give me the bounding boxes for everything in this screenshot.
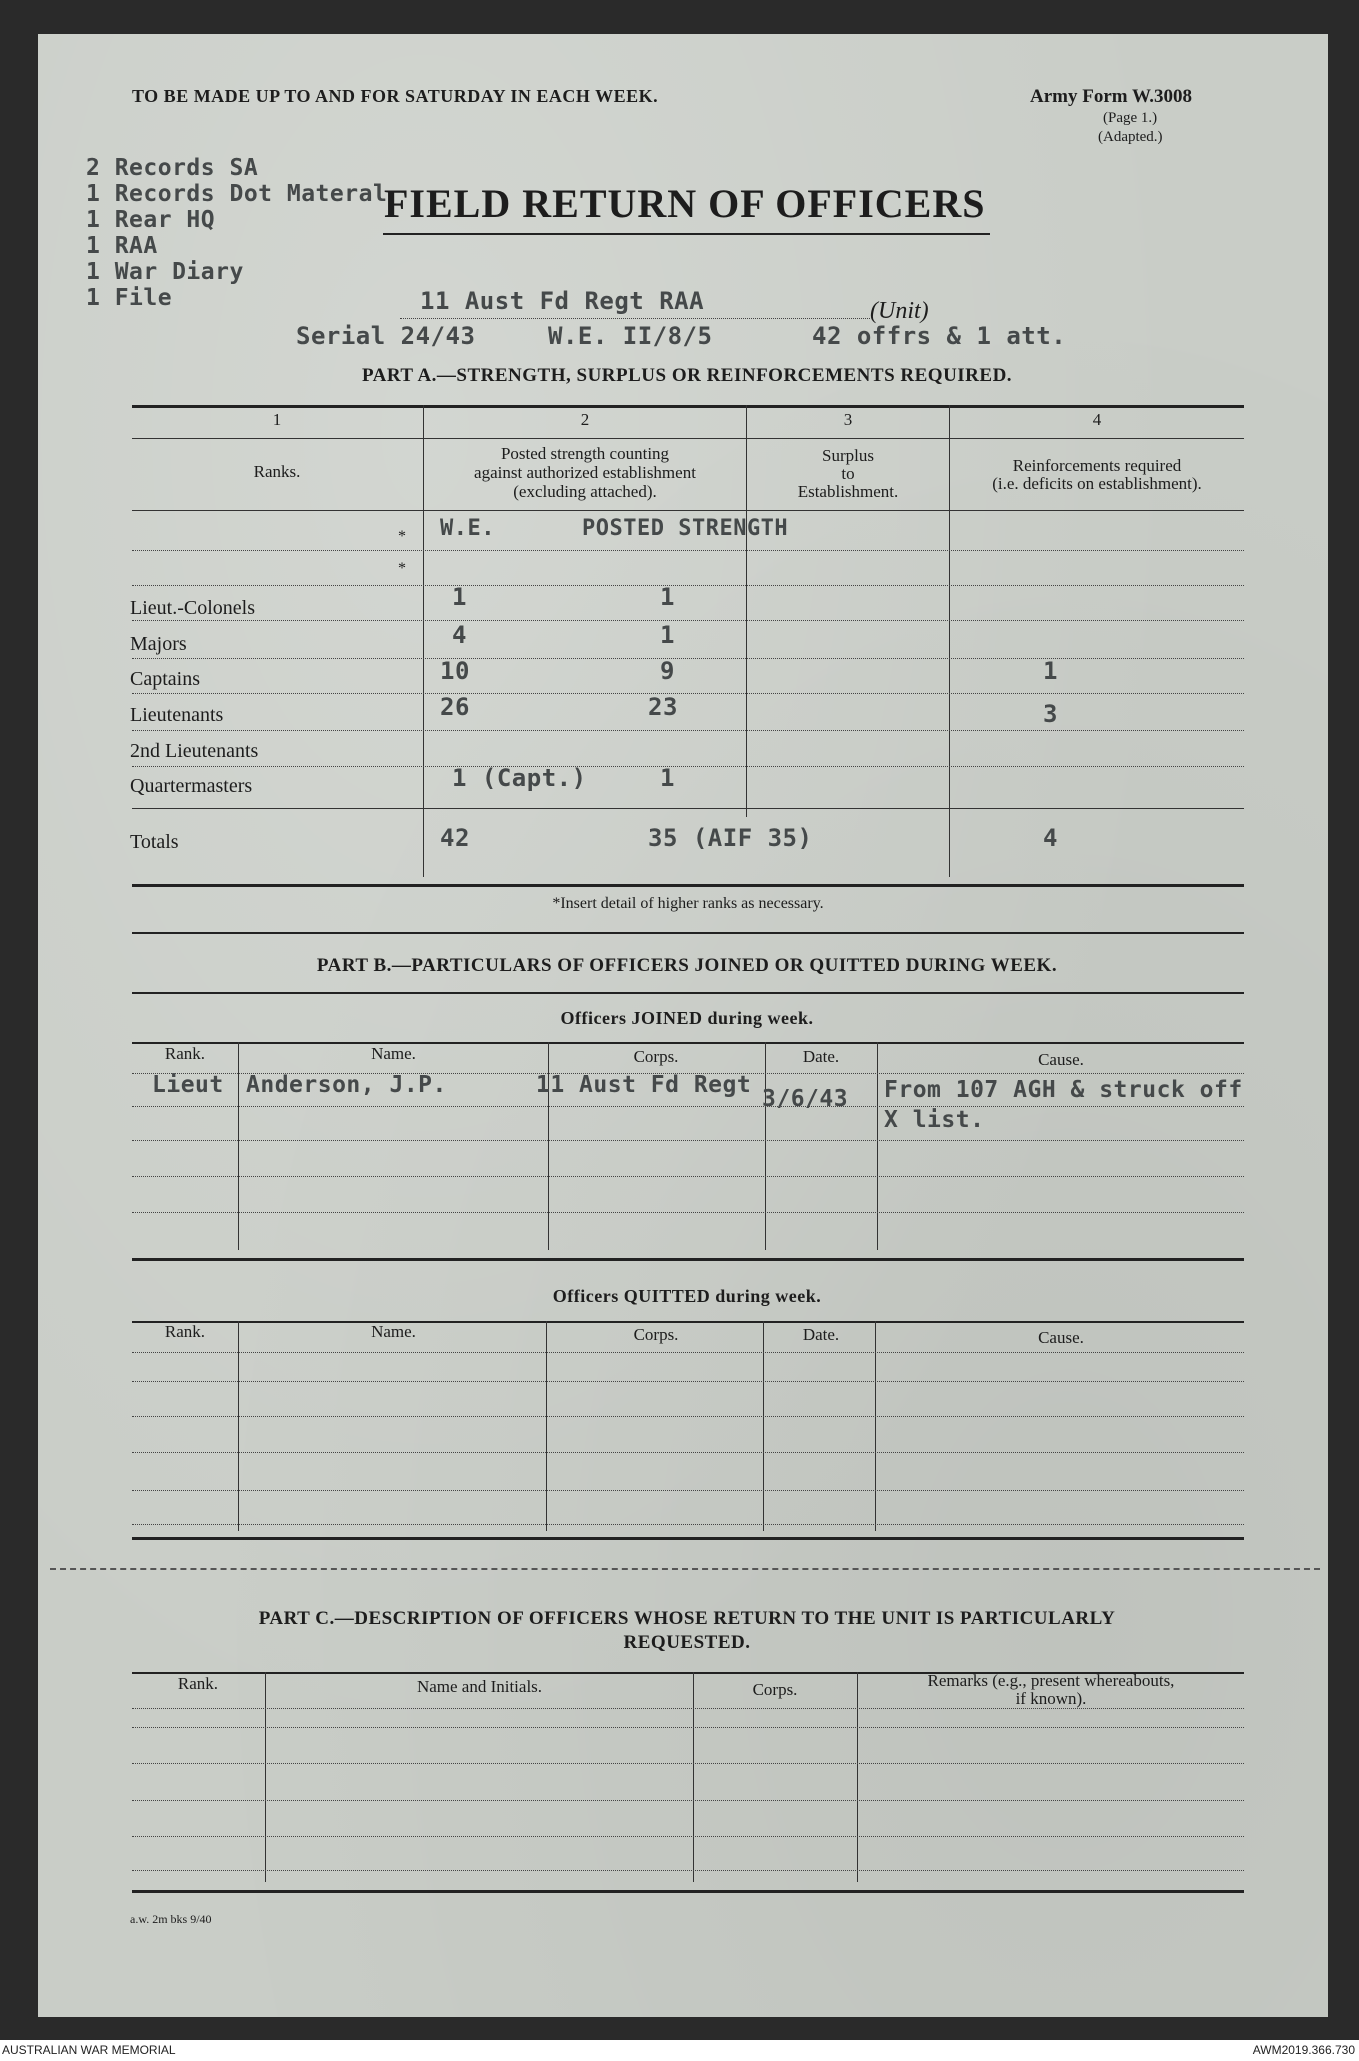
row-rule [132,550,1244,551]
posted-value: 9 [660,657,675,685]
we-value: 10 [440,657,470,685]
joined-cause: From 107 AGH & struck off [884,1077,1243,1103]
rank-row: 2nd Lieutenants [130,740,259,762]
col-number-2: 2 [580,410,590,429]
part-a-footnote: *Insert detail of higher ranks as necessary. [552,895,824,912]
part-a-col-divider [949,405,950,877]
perforation-line [50,1568,1320,1570]
joined-name: Anderson, J.P. [246,1072,447,1098]
ranks-header: Ranks. [253,462,301,481]
unit-name: 11 Aust Fd Regt RAA [420,287,705,315]
row-rule [132,766,1244,767]
posted-header-line: against authorized establishment [474,463,696,482]
part-c-col-divider [857,1672,858,1882]
quitted-col-name: Name. [371,1322,416,1341]
distribution-item: 1 RAA [86,233,158,259]
rank-row: Captains [130,668,200,690]
part-c-col-name: Name and Initials. [416,1677,543,1696]
part-c-row-rule [132,1870,1244,1871]
header-bottom-rule [132,510,1244,511]
distribution-item: 1 Records Dot Materal [86,181,388,207]
we-value: 26 [440,693,470,721]
unit-line [400,318,870,319]
posted-value: 1 [660,621,675,649]
form-number: Army Form W.3008 [1030,86,1193,107]
part-c-row-rule [132,1800,1244,1801]
quitted-col-date: Date. [802,1325,840,1344]
part-c-col-corps: Corps. [752,1680,798,1699]
part-c-row-rule [132,1708,1244,1709]
joined-col-rank: Rank. [164,1044,206,1063]
part-c-col-remarks [858,1672,1244,1708]
surplus-header-line: to [841,464,855,483]
adapted-note: (Adapted.) [1098,129,1163,145]
rank-row: Majors [130,633,187,655]
joined-rank: Lieut [152,1072,224,1098]
distribution-item: 1 Rear HQ [86,207,216,233]
quitted-bottom-rule [132,1537,1244,1540]
we-value: 1 (Capt.) [452,764,587,792]
typed-we-subheader: W.E. [440,516,495,541]
rank-row: Lieutenants [130,704,224,726]
part-c-bottom-rule [132,1890,1244,1893]
joined-bottom-rule [132,1258,1244,1261]
surplus-header-line: Establishment. [797,482,899,501]
joined-row-rule [132,1106,1244,1107]
joined-date: 3/6/43 [762,1086,849,1112]
war-establishment: W.E. II/8/5 [548,322,713,350]
archive-name: AUSTRALIAN WAR MEMORIAL [2,2043,176,2057]
distribution-item: 2 Records SA [86,155,259,181]
quitted-row-rule [132,1352,1244,1353]
posted-header-line: (excluding attached). [513,482,657,501]
surplus-header [748,447,948,501]
col-number-rule [132,438,1244,439]
part-c-heading-line: PART C.—DESCRIPTION OF OFFICERS WHOSE RETURN TO THE UNIT IS PARTICULARLY [258,1608,1116,1629]
part-a-top-rule [132,405,1244,408]
reinf-value: 1 [1043,657,1058,685]
quitted-row-rule [132,1452,1244,1453]
instruction-line: TO BE MADE UP TO AND FOR SATURDAY IN EACH WEEK. [132,86,659,106]
part-a-col-divider [746,405,747,817]
totals-rule [132,808,1244,809]
serial-number: Serial 24/43 [296,322,476,350]
distribution-item: 1 File [86,285,173,311]
joined-row-rule [132,1212,1244,1213]
part-b-heading: PART B.—PARTICULARS OF OFFICERS JOINED OR QUITTED DURING WEEK. [316,955,1058,976]
typed-posted-subheader: POSTED STRENGTH [582,516,789,541]
print-code: a.w. 2m bks 9/40 [130,1912,212,1926]
part-a-col-divider [423,405,424,877]
archive-reference: AWM2019.366.730 [1252,2043,1355,2057]
we-value: 1 [452,583,467,611]
quitted-row-rule [132,1524,1244,1525]
col-number-1: 1 [272,410,282,429]
surplus-header-line: Surplus [822,446,874,465]
joined-row-rule [132,1176,1244,1177]
distribution-item: 1 War Diary [86,259,244,285]
col-number-3: 3 [843,410,853,429]
officer-count: 42 offrs & 1 att. [812,322,1067,350]
joined-corps: 11 Aust Fd Regt [536,1072,752,1098]
we-value: 4 [452,621,467,649]
quitted-title: Officers QUITTED during week. [552,1286,822,1306]
quitted-col-corps: Corps. [633,1325,679,1344]
part-c-heading [132,1607,1242,1655]
part-c-col-divider [693,1672,694,1882]
part-a-heading: PART A.—STRENGTH, SURPLUS OR REINFORCEMENTS REQUIRED. [361,365,1013,386]
part-a-bottom-rule [132,884,1244,887]
form-title: FIELD RETURN OF OFFICERS [384,181,986,226]
unit-label: (Unit) [870,298,929,324]
totals-reinf: 4 [1043,824,1058,852]
rank-row: Lieut.-Colonels [130,597,255,619]
joined-col-corps: Corps. [633,1047,679,1066]
row-rule [132,585,1244,586]
quitted-row-rule [132,1490,1244,1491]
posted-header-line: Posted strength counting [500,444,670,463]
part-c-row-rule [132,1763,1244,1764]
joined-col-date: Date. [802,1047,840,1066]
quitted-col-rank: Rank. [164,1322,206,1341]
joined-col-cause: Cause. [1038,1050,1084,1069]
remarks-header-line: Remarks (e.g., present whereabouts, [927,1671,1175,1690]
asterisk: * [398,560,406,577]
distribution-list [86,155,387,311]
row-rule [132,693,1244,694]
joined-row-rule [132,1140,1244,1141]
row-rule [132,620,1244,621]
posted-strength-header [425,444,745,501]
part-c-row-rule [132,1727,1244,1728]
asterisk: * [398,528,406,545]
reinf-header-line: (i.e. deficits on establishment). [992,474,1202,493]
archive-footer [0,2040,1359,2061]
reinf-header-line: Reinforcements required [1012,456,1182,475]
totals-label: Totals [130,831,179,853]
rank-row: Quartermasters [130,775,253,797]
quitted-row-rule [132,1381,1244,1382]
col-number-4: 4 [1092,410,1102,429]
part-c-row-rule [132,1836,1244,1837]
row-rule [132,730,1244,731]
posted-value: 23 [648,693,678,721]
remarks-header-line: if known). [1015,1689,1087,1708]
joined-col-name: Name. [371,1044,416,1063]
reinf-value: 3 [1043,700,1058,728]
quitted-row-rule [132,1416,1244,1417]
joined-title: Officers JOINED during week. [560,1008,814,1028]
posted-value: 1 [660,583,675,611]
quitted-col-cause: Cause. [1038,1328,1084,1347]
posted-value: 1 [660,764,675,792]
reinforcements-header [950,457,1244,493]
totals-posted: 35 (AIF 35) [648,824,813,852]
title-underline [383,233,990,235]
section-rule [132,932,1244,934]
totals-we: 42 [440,824,470,852]
part-c-col-rank: Rank. [177,1674,219,1693]
joined-cause-cont: X list. [884,1107,985,1133]
part-b-rule [132,992,1244,994]
row-rule [132,658,1244,659]
part-c-heading-line: REQUESTED. [623,1632,751,1653]
page-number: (Page 1.) [1103,110,1158,126]
part-c-col-divider [265,1672,266,1882]
